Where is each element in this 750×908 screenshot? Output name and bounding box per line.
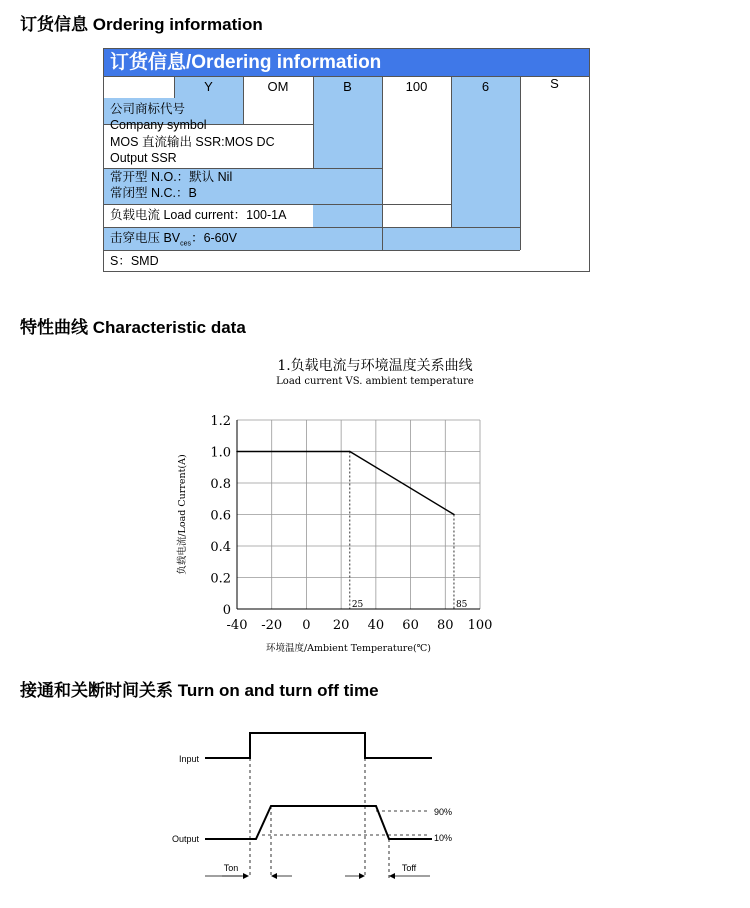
blank-code-cell bbox=[104, 76, 174, 98]
ordering-table bbox=[103, 48, 590, 272]
timing-diagram bbox=[0, 720, 750, 890]
ton-arrow-left bbox=[243, 873, 249, 879]
row-smd: S：SMD bbox=[110, 254, 159, 268]
bv-suffix: ：6-60V bbox=[191, 231, 237, 245]
characteristic-heading: 特性曲线 Characteristic data bbox=[20, 318, 246, 337]
x-tick-label: 100 bbox=[467, 618, 493, 633]
bv-prefix: 击穿电压 BV bbox=[110, 231, 181, 245]
y-tick-label: 0.6 bbox=[210, 508, 231, 524]
y-tick-label: 0 bbox=[222, 603, 231, 618]
col-6 bbox=[451, 76, 520, 250]
row-bv bbox=[104, 230, 237, 253]
y-axis-label: 负载电流/Load Current(A) bbox=[177, 454, 188, 575]
code-b: B bbox=[343, 79, 352, 94]
pct-90-label: 90% bbox=[434, 807, 453, 817]
toff-arrow-left bbox=[359, 873, 365, 879]
output-waveform bbox=[205, 806, 432, 839]
x-tick-label: 40 bbox=[367, 618, 385, 633]
toff-arrow-right bbox=[389, 873, 395, 879]
chart-subtitle: Load current VS. ambient temperature bbox=[276, 376, 474, 387]
row-output-1: MOS 直流输出 SSR:MOS DC bbox=[110, 135, 275, 149]
pct-10-label: 10% bbox=[434, 833, 453, 843]
row-load: 负载电流 Load current：100-1A bbox=[110, 208, 287, 222]
x-tick-label: -40 bbox=[226, 618, 248, 633]
table-title: 订货信息/Ordering information bbox=[104, 49, 589, 76]
chart-title: 1.负载电流与环境温度关系曲线 bbox=[277, 358, 473, 374]
y-tick-label: 0.2 bbox=[210, 571, 231, 587]
x-tick-label: -20 bbox=[261, 618, 283, 633]
col-b bbox=[313, 76, 382, 250]
row-no: 常开型 N.O.：默认 Nil bbox=[110, 170, 233, 184]
x-tick-label: 60 bbox=[402, 618, 419, 633]
row-company-en: Company symbol bbox=[110, 118, 207, 132]
data-point bbox=[453, 514, 455, 516]
annotation-label: 25 bbox=[351, 600, 364, 610]
row-company-cn: 公司商标代号 bbox=[110, 102, 186, 116]
x-tick-label: 20 bbox=[332, 618, 350, 633]
input-label: Input bbox=[178, 754, 199, 764]
x-tick-label: 80 bbox=[437, 618, 454, 633]
row-output-2: Output SSR bbox=[110, 151, 177, 165]
y-tick-label: 0.8 bbox=[210, 477, 231, 492]
ton-arrow-right bbox=[271, 873, 277, 879]
data-point bbox=[236, 451, 238, 453]
row-nc: 常闭型 N.C.：B bbox=[110, 186, 197, 200]
y-tick-label: 1.0 bbox=[210, 445, 231, 461]
toff-label: Toff bbox=[401, 863, 417, 873]
input-waveform bbox=[205, 733, 432, 758]
ton-label: Ton bbox=[223, 863, 239, 873]
code-s: S bbox=[550, 76, 559, 91]
x-axis-label: 环境温度/Ambient Temperature(℃) bbox=[265, 643, 432, 654]
code-y: Y bbox=[204, 79, 213, 94]
code-100: 100 bbox=[405, 79, 428, 94]
load-current-chart bbox=[0, 400, 750, 662]
bv-subscript: ces bbox=[180, 240, 192, 248]
y-tick-label: 0.4 bbox=[210, 540, 231, 555]
data-point bbox=[349, 451, 351, 453]
output-label: Output bbox=[171, 834, 199, 844]
code-6: 6 bbox=[481, 79, 490, 94]
code-om: OM bbox=[267, 79, 289, 94]
x-tick-label: 0 bbox=[302, 618, 311, 633]
timing-heading: 接通和关断时间关系 Turn on and turn off time bbox=[20, 681, 379, 700]
ordering-heading: 订货信息 Ordering information bbox=[20, 15, 263, 34]
y-tick-label: 1.2 bbox=[210, 414, 231, 429]
annotation-label: 85 bbox=[455, 600, 468, 610]
